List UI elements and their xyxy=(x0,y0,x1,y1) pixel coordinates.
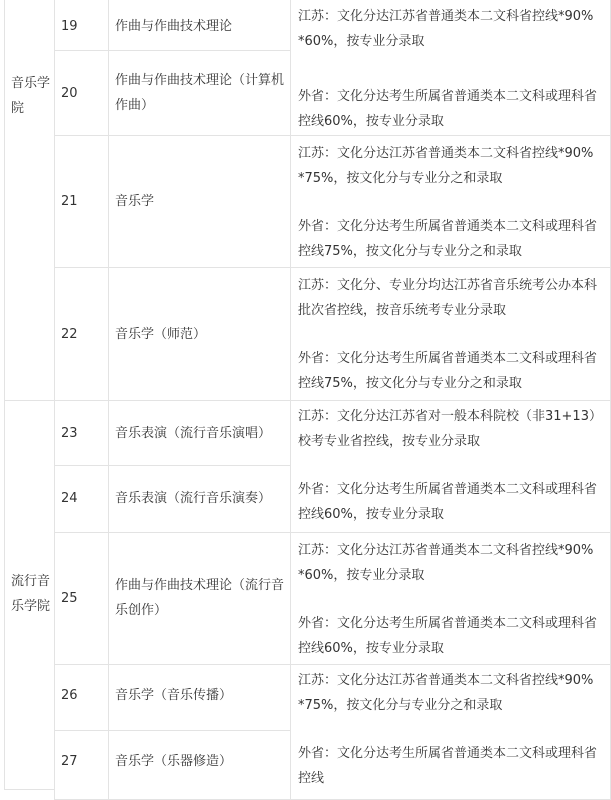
policy-cell xyxy=(290,135,611,268)
row-no-cell xyxy=(54,267,109,401)
policy-jiangsu: 江苏：文化分达江苏省普通类本二文科省控线*90%*75%，按文化分与专业分之和录取 xyxy=(298,146,594,186)
policy-jiangsu: 江苏：文化分达江苏省普通类本二文科省控线*90%*60%，按专业分录取 xyxy=(298,543,594,583)
major-cell xyxy=(108,465,291,533)
policy-cell xyxy=(290,267,611,401)
row-number: 27 xyxy=(61,754,78,769)
row-number: 24 xyxy=(61,491,78,506)
major-name: 音乐学（音乐传播） xyxy=(115,688,233,703)
row-no-cell xyxy=(54,532,109,665)
policy-other-provinces: 外省：文化分达考生所属省普通类本二文科或理科省控线60%，按专业分录取 xyxy=(298,89,598,129)
row-no-cell xyxy=(54,730,109,800)
policy-cell xyxy=(290,532,611,665)
policy-jiangsu: 江苏：文化分、专业分均达江苏省音乐统考公办本科批次省控线，按音乐统考专业分录取 xyxy=(298,278,598,318)
major-name: 作曲与作曲技术理论（流行音乐创作） xyxy=(115,578,285,618)
policy-other-provinces: 外省：文化分达考生所属省普通类本二文科或理科省控线75%，按文化分与专业分之和录取 xyxy=(298,219,598,259)
major-cell xyxy=(108,50,291,136)
major-name: 音乐学（师范） xyxy=(115,327,207,342)
row-no-cell xyxy=(54,50,109,136)
major-name: 音乐学 xyxy=(115,194,155,209)
major-cell xyxy=(108,400,291,466)
major-name: 音乐表演（流行音乐演唱） xyxy=(115,426,272,441)
major-cell xyxy=(108,730,291,800)
policy-jiangsu: 江苏：文化分达江苏省普通类本二文科省控线*90%*60%，按专业分录取 xyxy=(298,9,594,49)
row-no-cell xyxy=(54,0,109,51)
policy-cell xyxy=(290,0,611,136)
policy-cell xyxy=(290,664,611,800)
college-cell-pop xyxy=(4,400,55,790)
major-cell xyxy=(108,532,291,665)
policy-other-provinces: 外省：文化分达考生所属省普通类本二文科或理科省控线60%，按专业分录取 xyxy=(298,482,598,522)
row-no-cell xyxy=(54,664,109,731)
row-number: 20 xyxy=(61,86,78,101)
major-cell xyxy=(108,267,291,401)
major-name: 音乐学（乐器修造） xyxy=(115,754,233,769)
row-number: 22 xyxy=(61,327,78,342)
major-cell xyxy=(108,664,291,731)
college-cell-music xyxy=(4,0,55,401)
row-number: 26 xyxy=(61,688,78,703)
row-no-cell xyxy=(54,135,109,268)
row-number: 25 xyxy=(61,591,78,606)
major-name: 作曲与作曲技术理论（计算机作曲） xyxy=(115,73,285,113)
college-name: 流行音乐学院 xyxy=(11,574,51,614)
major-name: 作曲与作曲技术理论 xyxy=(115,19,233,34)
college-name: 音乐学院 xyxy=(11,76,51,116)
major-cell xyxy=(108,0,291,51)
row-number: 19 xyxy=(61,19,78,34)
policy-cell xyxy=(290,400,611,533)
major-name: 音乐表演（流行音乐演奏） xyxy=(115,491,272,506)
policy-other-provinces: 外省：文化分达考生所属省普通类本二文科或理科省控线60%，按专业分录取 xyxy=(298,616,598,656)
policy-other-provinces: 外省：文化分达考生所属省普通类本二文科或理科省控线75%，按文化分与专业分之和录取 xyxy=(298,351,598,391)
row-number: 23 xyxy=(61,426,78,441)
policy-other-provinces: 外省：文化分达考生所属省普通类本二文科或理科省控线 xyxy=(298,746,598,786)
row-no-cell xyxy=(54,465,109,533)
policy-jiangsu: 江苏：文化分达江苏省普通类本二文科省控线*90%*75%，按文化分与专业分之和录取 xyxy=(298,673,594,713)
major-cell xyxy=(108,135,291,268)
row-number: 21 xyxy=(61,194,78,209)
policy-jiangsu: 江苏：文化分达江苏省对一般本科院校（非31+13）校考专业省控线，按专业分录取 xyxy=(298,409,596,449)
row-no-cell xyxy=(54,400,109,466)
